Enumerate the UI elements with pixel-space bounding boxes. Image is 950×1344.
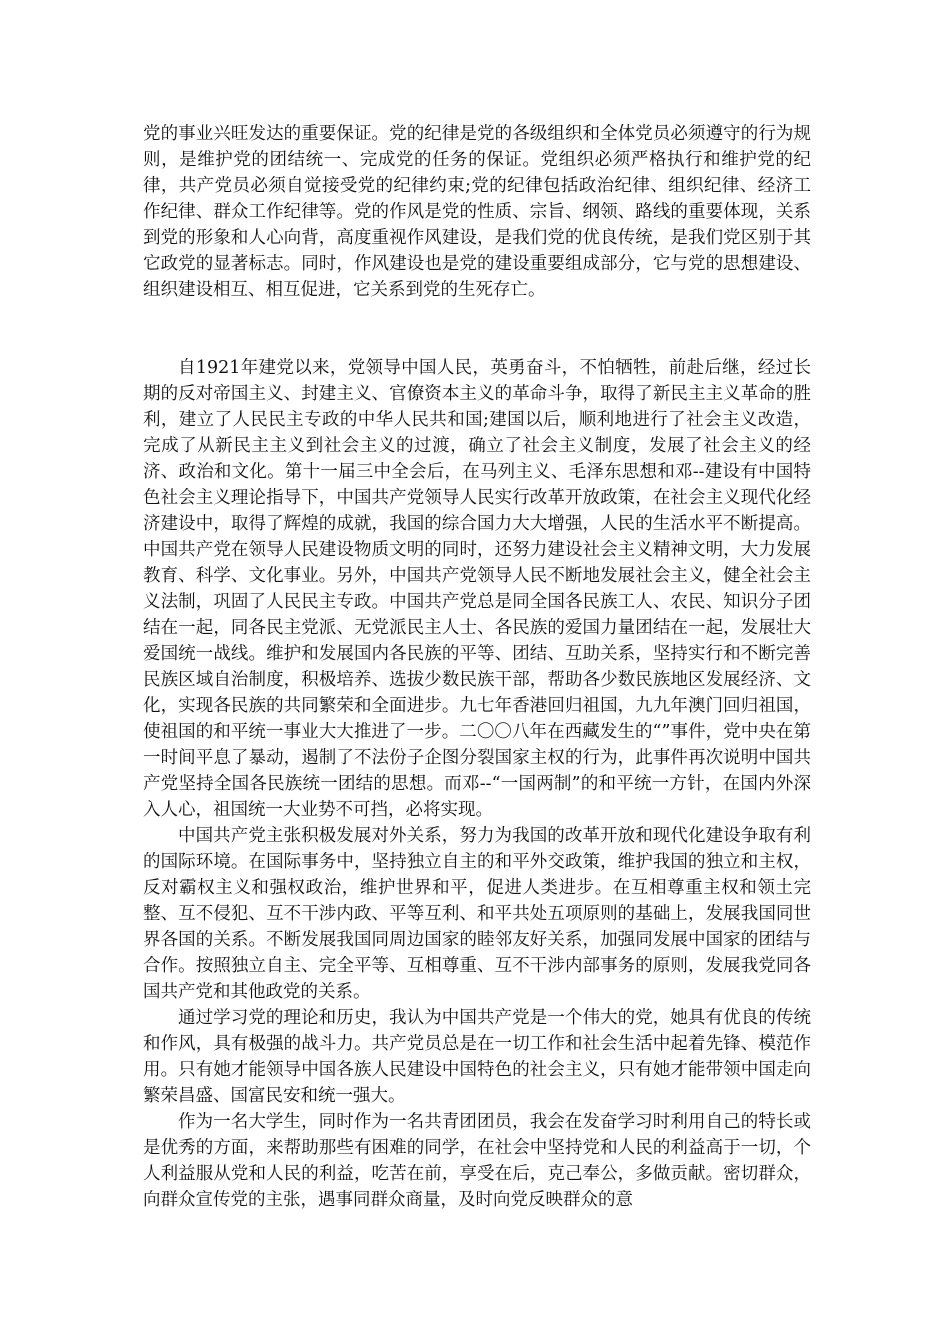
paragraph-foreign-relations: 中国共产党主张积极发展对外关系，努力为我国的改革开放和现代化建设争取有利的国际环境。在国际事务中，坚持独立自主的和平外交政策，维护我国的独立和主权，反对霸权主义和强权政治，维护世界和平，促进人类进步。在互相尊重主权和领土完整、互不侵犯、互不干涉内政、平等互利、和平共处五项原则的基础上，发展我国同世界各国的关系。不断发展我国同周边国家的睦邻友好关系，加强同发展中国家的团结与合作。按照独立自主、完全平等、互相尊重、互不干涉内部事务的原则，发展我党同各国共产党和其他政党的关系。 (143, 826, 811, 1002)
paragraph-great-party: 通过学习党的理论和历史，我认为中国共产党是一个伟大的党，她具有优良的传统和作风，具有极强的战斗力。共产党员总是在一切工作和社会生活中起着先锋、模范作用。只有她才能领导中国各族人民建设中国特色的社会主义，只有她才能带领中国走向繁荣昌盛、国富民安和统一强大。 (143, 1008, 811, 1106)
paragraph-party-history: 自1921年建党以来，党领导中国人民，英勇奋斗，不怕牺牲，前赴后继，经过长期的反对帝国主义、封建主义、官僚资本主义的革命斗争，取得了新民主主义革命的胜利，建立了人民民主专政的中华人民共和国;建国以后，顺利地进行了社会主义改造，完成了从新民主主义到社会主义的过渡，确立了社会主义制度，发展了社会主义的经济、政治和文化。第十一届三中全会后，在马列主义、毛泽东思想和邓--建设有中国特色社会主义理论指导下，中国共产党领导人民实行改革开放政策，在社会主义现代化经济建设中，取得了辉煌的成就，我国的综合国力大大增强，人民的生活水平不断提高。中国共产党在领导人民建设物质文明的同时，还努力建设社会主义精神文明，大力发展教育、科学、文化事业。另外，中国共产党领导人民不断地发展社会主义，健全社会主义法制，巩固了人民民主专政。中国共产党总是同全国各民族工人、农民、知识分子团结在一起，同各民主党派、无党派民主人士、各民族的爱国力量团结在一起，发展壮大爱国统一战线。维护和发展国内各民族的平等、团结、互助关系，坚持实行和不断完善民族区域自治制度，积极培养、选拔少数民族干部，帮助各少数民族地区发展经济、文化，实现各民族的共同繁荣和全面进步。九七年香港回归祖国，九九年澳门回归祖国，使祖国的和平统一事业大大推进了一步。二〇〇八年在西藏发生的“”事件，党中央在第一时间平息了暴动，遏制了不法份子企图分裂国家主权的行为，此事件再次说明中国共产党坚持全国各民族统一团结的思想。而邓--“一国两制”的和平统一方针，在国内外深入人心，祖国统一大业势不可挡，必将实现。 (143, 358, 811, 820)
paragraph-gap (143, 303, 811, 355)
paragraph-student-commitment: 作为一名大学生，同时作为一名共青团团员，我会在发奋学习时利用自己的特长或是优秀的方面，来帮助那些有困难的同学，在社会中坚持党和人民的利益高于一切，个人利益服从党和人民的利益，吃苦在前，享受在后，克己奉公，多做贡献。密切群众，向群众宣传党的主张，遇事同群众商量，及时向党反映群众的意 (143, 1112, 811, 1210)
document-page (143, 121, 811, 1213)
paragraph-party-discipline: 党的事业兴旺发达的重要保证。党的纪律是党的各级组织和全体党员必须遵守的行为规则，是维护党的团结统一、完成党的任务的保证。党组织必须严格执行和维护党的纪律，共产党员必须自觉接受党的纪律约束;党的纪律包括政治纪律、组织纪律、经济工作纪律、群众工作纪律等。党的作风是党的性质、宗旨、纲领、路线的重要体现，关系到党的形象和人心向背，高度重视作风建设，是我们党的优良传统，是我们党区别于其它政党的显著标志。同时，作风建设也是党的建设重要组成部分，它与党的思想建设、组织建设相互、相互促进，它关系到党的生死存亡。 (143, 124, 811, 300)
